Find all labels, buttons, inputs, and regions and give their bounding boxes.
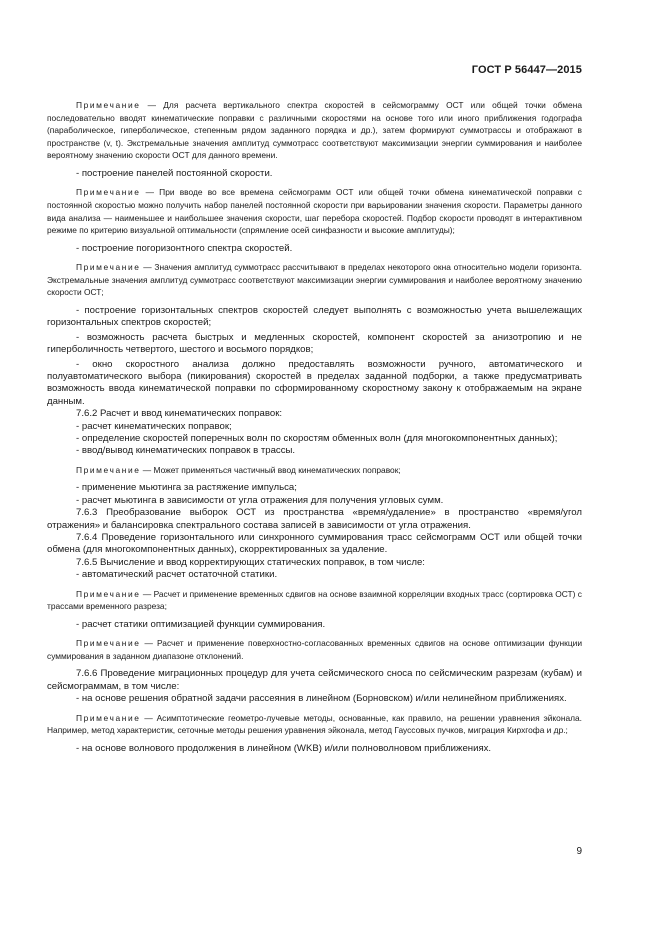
- paragraph-text: — Для расчета вертикального спектра скоростей в сейсмограмму ОСТ или общей точки обмена последовательно вводят кинематические поправки с различными скоростями на основе того или иного приближения годографа (параболическое, гиперболическое, степенным рядом заданного порядка и др.), затем формируют суммотрассы и отображают в пространстве (v, t). Экстремальные значения амплитуд суммотрасс соответствуют максимизации энергии суммирования и наиболее вероятному значению скорости ОСТ для данного времени.: [47, 100, 582, 161]
- paragraph-text: — Может применяться частичный ввод кинематических поправок;: [140, 464, 401, 475]
- paragraph-text: — Асимптотические геометро-лучевые методы, основанные, как правило, на решении уравнения эйконала. Например, метод характеристик, сеточные методы решения уравнения эйконала, метод Гауссовых пучков, миграция Кирхгофа и др.;: [47, 712, 582, 736]
- body-paragraph: [47, 693, 582, 705]
- note-paragraph: [47, 588, 582, 613]
- body-paragraph: [47, 569, 582, 581]
- paragraph-text: - построение горизонтальных спектров скоростей следует выполнять с возможностью учета вышележащих горизонтальных спектров скоростей;: [47, 304, 582, 329]
- paragraph-text: - построение погоризонтного спектра скоростей.: [76, 242, 293, 254]
- note-paragraph: [47, 464, 582, 477]
- body-paragraph: [47, 619, 582, 631]
- body-paragraph: [47, 359, 582, 409]
- body-paragraph: [47, 507, 582, 532]
- document-page: [47, 0, 582, 935]
- body-paragraph: [47, 433, 582, 445]
- paragraph-text: - на основе волнового продолжения в линейном (WKB) и/или полноволновом приближениях.: [76, 742, 492, 754]
- paragraph-text: 7.6.5 Вычисление и ввод корректирующих статических поправок, в том числе:: [76, 556, 425, 568]
- note-label: Примечание: [76, 100, 141, 110]
- note-label: Примечание: [76, 638, 141, 649]
- note-paragraph: [47, 186, 582, 236]
- paragraph-text: - расчет статики оптимизацией функции суммирования.: [76, 618, 326, 630]
- note-paragraph: [47, 637, 582, 662]
- paragraph-text: - расчет кинематических поправок;: [76, 420, 232, 432]
- paragraph-text: - окно скоростного анализа должно предоставлять возможности ручного, автоматического и полуавтоматического выбора (пикирования) скоростей в пределах заданной подборки, а также предусматривать возможность ввода кинематической поправки по сформированному скоростному закону к отображаемым на экране данным.: [47, 358, 582, 407]
- note-label: Примечание: [76, 187, 141, 198]
- body-paragraph: [47, 445, 582, 457]
- paragraph-text: - построение панелей постоянной скорости.: [76, 167, 273, 179]
- paragraph-text: - расчет мьютинга в зависимости от угла отражения для получения угловых сумм.: [76, 494, 444, 506]
- paragraph-text: - применение мьютинга за растяжение импульса;: [76, 482, 297, 494]
- note-label: Примечание: [76, 464, 141, 475]
- body-paragraph: [47, 743, 582, 755]
- paragraph-text: - автоматический расчет остаточной статики.: [76, 569, 278, 581]
- body-paragraph: [47, 495, 582, 507]
- body-paragraph: [47, 421, 582, 433]
- paragraph-text: — Значения амплитуд суммотрасс рассчитывают в пределах некоторого окна относительно модели горизонта. Экстремальные значения амплитуд суммотрасс соответствуют максимизации энергии суммирования и наиболее вероятному значению скорости ОСТ;: [47, 262, 582, 298]
- body-paragraph: [47, 557, 582, 569]
- paragraph-text: 7.6.6 Проведение миграционных процедур для учета сейсмического сноса по сейсмическим разрезам (кубам) и сейсмограммам, в том числе:: [47, 668, 582, 692]
- paragraph-text: — Расчет и применение поверхностно-согласованных временных сдвигов на основе оптимизации функции суммирования в заданном диапазоне отклонений.: [47, 638, 582, 661]
- paragraph-text: 7.6.3 Преобразование выборок ОСТ из пространства «время/удаление» в пространство «время/угол отражения» и балансировка спектрального состава записей в зависимости от угла отражения.: [47, 507, 582, 531]
- body-paragraph: [47, 668, 582, 693]
- document-body: [47, 89, 582, 755]
- note-paragraph: [47, 99, 582, 162]
- body-paragraph: [47, 243, 582, 255]
- note-paragraph: [47, 712, 582, 737]
- paragraph-text: — При вводе во все времена сейсмограмм ОСТ или общей точки обмена кинематической поправки с постоянной скоростью можно получить набор панелей постоянной скорости при варьировании значения скорости. Параметры данного вида анализа — наименьшее и наибольшее значения скорости, шаг перебора скоростей. Подбор скорости проводят в интерактивном режиме по критерию визуальной оптимальности (спрямление осей синфазности и высокие амплитуды);: [47, 187, 582, 236]
- body-paragraph: [47, 408, 582, 420]
- paragraph-text: - возможность расчета быстрых и медленных скоростей, компонент скоростей за анизотропию и не гиперболичность четвертого, шестого и восьмого порядков;: [47, 331, 582, 356]
- note-paragraph: [47, 261, 582, 299]
- paragraph-text: - определение скоростей поперечных волн по скоростям обменных волн (для многокомпонентных данных);: [76, 433, 558, 444]
- document-header: ГОСТ Р 56447—2015: [471, 64, 582, 76]
- note-label: Примечание: [76, 262, 141, 273]
- paragraph-text: - ввод/вывод кинематических поправок в трассы.: [76, 445, 296, 457]
- body-paragraph: [47, 305, 582, 330]
- paragraph-text: - на основе решения обратной задачи рассеяния в линейном (Борновском) и/или нелинейном приближениях.: [76, 693, 567, 705]
- body-paragraph: [47, 482, 582, 494]
- paragraph-text: — Расчет и применение временных сдвигов на основе взаимной корреляции входных трасс (сортировка ОСТ) с трассами временного разреза;: [47, 588, 582, 612]
- paragraph-text: 7.6.2 Расчет и ввод кинематических поправок:: [76, 408, 283, 420]
- note-label: Примечание: [76, 712, 141, 723]
- body-paragraph: [47, 332, 582, 357]
- page-number: 9: [576, 846, 582, 857]
- body-paragraph: [47, 168, 582, 180]
- paragraph-text: 7.6.4 Проведение горизонтального или синхронного суммирования трасс сейсмограмм ОСТ или общей точки обмена (для многокомпонентных данных), скорректированных за удаление.: [47, 532, 582, 556]
- note-label: Примечание: [76, 588, 141, 599]
- body-paragraph: [47, 532, 582, 557]
